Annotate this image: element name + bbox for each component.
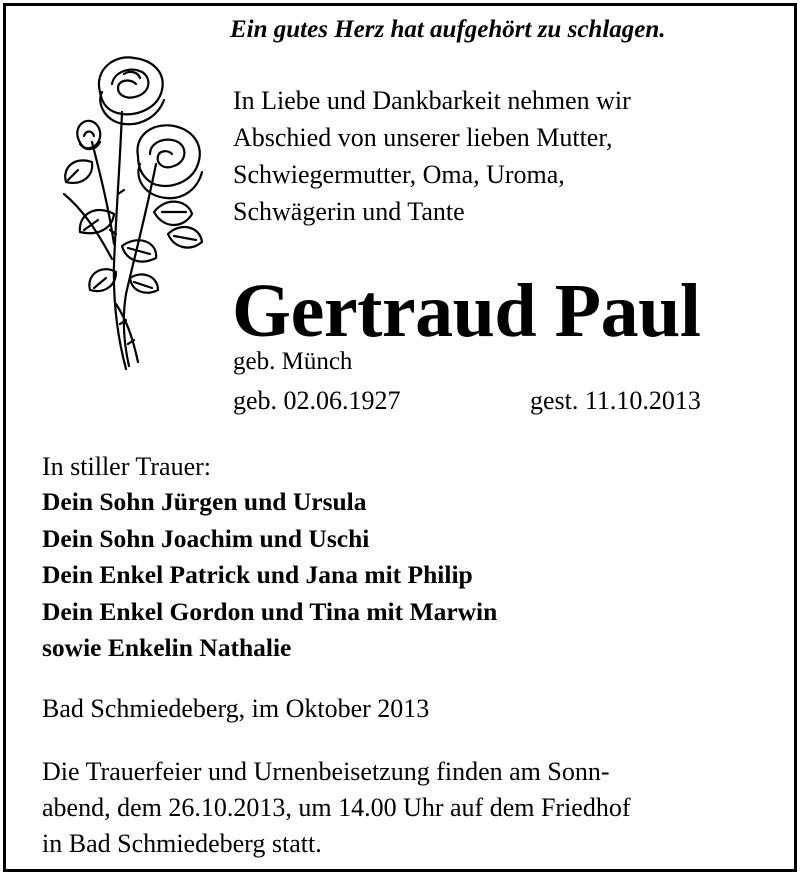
intro-line: Schwägerin und Tante — [233, 197, 465, 226]
obituary-notice — [3, 3, 797, 872]
mourning-label: In stiller Trauer: — [42, 452, 211, 481]
birth-date: geb. 02.06.1927 — [233, 386, 401, 415]
intro-text — [233, 82, 753, 230]
maiden-name: geb. Münch — [233, 348, 353, 375]
mourner-line: Dein Sohn Joachim und Uschi — [42, 523, 370, 553]
death-date: gest. 11.10.2013 — [530, 386, 701, 415]
motto: Ein gutes Herz hat aufgehört zu schlagen. — [230, 16, 666, 43]
mourner-line: Dein Enkel Patrick und Jana mit Philip — [42, 560, 473, 589]
intro-line: Abschied von unserer lieben Mutter, — [233, 123, 613, 152]
funeral-line: in Bad Schmiedeberg statt. — [42, 829, 322, 858]
deceased-name: Gertraud Paul — [232, 269, 701, 353]
funeral-line: abend, dem 26.10.2013, um 14.00 Uhr auf dem Friedhof — [42, 793, 631, 822]
intro-line: In Liebe und Dankbarkeit nehmen wir — [233, 86, 631, 115]
funeral-details — [42, 754, 762, 862]
mourner-line: Dein Sohn Jürgen und Ursula — [42, 487, 367, 516]
mourners-list — [42, 484, 742, 667]
place-date: Bad Schmiedeberg, im Oktober 2013 — [42, 694, 430, 723]
mourner-line: Dein Enkel Gordon und Tina mit Marwin — [42, 596, 498, 626]
intro-line: Schwiegermutter, Oma, Uroma, — [233, 160, 565, 189]
funeral-line: Die Trauerfeier und Urnenbeisetzung finden am Sonn- — [42, 757, 610, 786]
mourner-line: sowie Enkelin Nathalie — [42, 633, 292, 662]
rose-icon — [34, 44, 214, 379]
